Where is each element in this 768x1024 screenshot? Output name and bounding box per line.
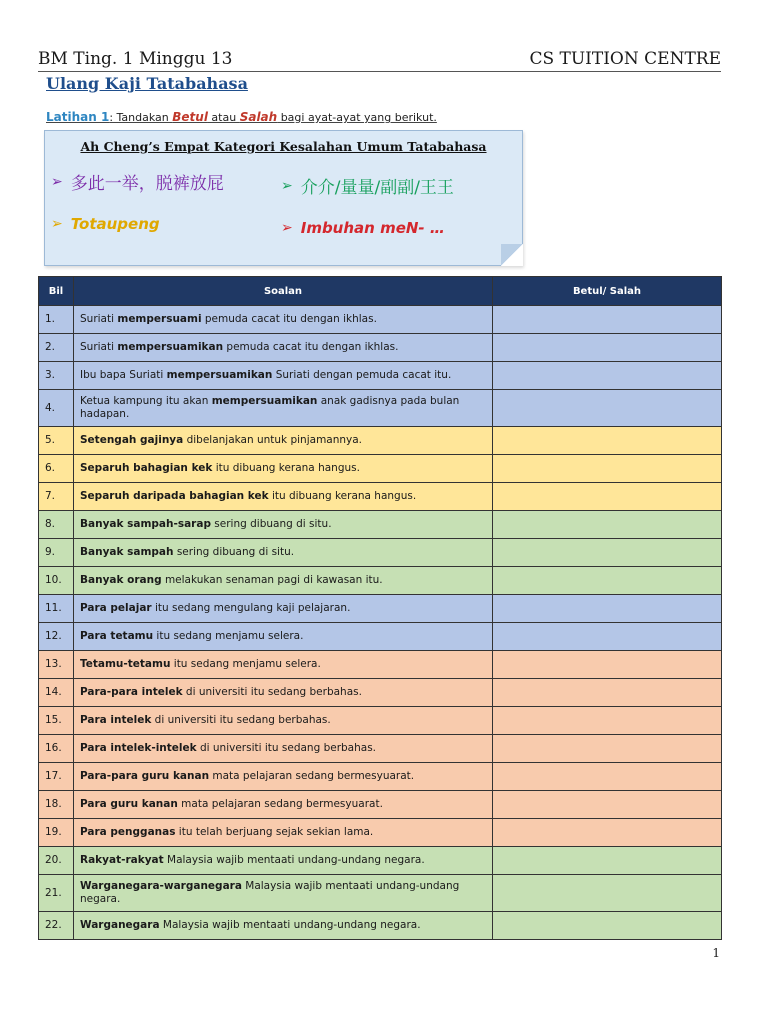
question-cell [74,875,493,912]
table-row [39,511,722,539]
table-row [39,390,722,427]
question-post: Malaysia wajib mentaati undang-undang negara. [163,854,425,866]
row-number: 2. [39,334,74,362]
row-number: 22. [39,912,74,940]
row-number: 4. [39,390,74,427]
question-cell [74,362,493,390]
arrowhead-icon: ➢ [51,173,63,190]
question-bold: Warganegara-warganegara [80,880,242,892]
question-cell [74,306,493,334]
question-cell [74,912,493,940]
question-cell [74,651,493,679]
table-row [39,819,722,847]
question-post: itu sedang menjamu selera. [153,630,304,642]
instruction-text-1: : Tandakan [109,111,173,124]
question-cell [74,455,493,483]
row-number: 20. [39,847,74,875]
answer-cell[interactable] [493,847,722,875]
answer-cell[interactable] [493,623,722,651]
answer-cell[interactable] [493,791,722,819]
table-row [39,735,722,763]
category-2 [281,173,454,198]
question-bold: Warganegara [80,919,160,931]
instruction-text-2: atau [207,111,240,124]
table-row [39,679,722,707]
table-row [39,875,722,912]
table-row [39,651,722,679]
question-post: di universiti itu sedang berbahas. [151,714,331,726]
row-number: 17. [39,763,74,791]
table-row [39,455,722,483]
category-3 [51,215,160,233]
question-bold: Para intelek [80,714,152,726]
answer-cell[interactable] [493,595,722,623]
header-betul-salah: Betul/ Salah [493,277,722,306]
question-bold: mempersuamikan [211,395,318,407]
table-row [39,483,722,511]
page-header [38,46,721,72]
table-row [39,912,722,940]
question-pre: Ibu bapa Suriati [80,369,167,381]
question-pre: Ketua kampung itu akan [80,395,212,407]
page-number: 1 [712,946,720,960]
row-number: 19. [39,819,74,847]
question-cell [74,763,493,791]
question-bold: Banyak orang [80,574,162,586]
question-post: Malaysia wajib mentaati undang-undang negara. [80,880,460,905]
row-number: 10. [39,567,74,595]
question-bold: Banyak sampah-sarap [80,518,211,530]
answer-cell[interactable] [493,362,722,390]
row-number: 3. [39,362,74,390]
question-cell [74,791,493,819]
category-2-text: 介介/量量/副副/王王 [300,178,454,198]
arrowhead-icon: ➢ [51,216,63,232]
question-post: Malaysia wajib mentaati undang-undang negara. [159,919,421,931]
table-row [39,334,722,362]
question-post: mata pelajaran sedang bermesyuarat. [209,770,415,782]
question-cell [74,427,493,455]
arrowhead-icon: ➢ [281,177,293,194]
question-post: Suriati dengan pemuda cacat itu. [272,369,452,381]
question-bold: Para tetamu [80,630,154,642]
answer-cell[interactable] [493,679,722,707]
question-post: sering dibuang di situ. [210,518,332,530]
question-post: di universiti itu sedang berbahas. [182,686,362,698]
row-number: 7. [39,483,74,511]
question-pre: Suriati [80,341,118,353]
answer-cell[interactable] [493,763,722,791]
question-bold: Para pengganas [80,826,176,838]
question-bold: Para guru kanan [80,798,178,810]
question-post: itu sedang menjamu selera. [170,658,321,670]
category-4 [281,219,445,237]
category-1 [51,169,224,194]
question-bold: Tetamu-tetamu [80,658,171,670]
table-row [39,539,722,567]
header-right: CS TUITION CENTRE [529,49,721,69]
answer-cell[interactable] [493,455,722,483]
question-cell [74,511,493,539]
answer-cell[interactable] [493,735,722,763]
row-number: 21. [39,875,74,912]
question-cell [74,539,493,567]
answer-cell[interactable] [493,511,722,539]
question-post: pemuda cacat itu dengan ikhlas. [223,341,399,353]
question-bold: Separuh daripada bahagian kek [80,490,269,502]
question-bold: Rakyat-rakyat [80,854,164,866]
row-number: 13. [39,651,74,679]
question-post: pemuda cacat itu dengan ikhlas. [201,313,377,325]
answer-cell[interactable] [493,707,722,735]
question-cell [74,483,493,511]
row-number: 12. [39,623,74,651]
page-curl-decoration [501,244,523,266]
latihan-label: Latihan 1 [46,110,110,124]
question-bold: Banyak sampah [80,546,174,558]
answer-cell[interactable] [493,819,722,847]
table-row [39,847,722,875]
question-bold: Setengah gajinya [80,434,184,446]
header-soalan: Soalan [74,277,493,306]
answer-cell[interactable] [493,390,722,427]
question-post: sering dibuang di situ. [173,546,295,558]
question-cell [74,735,493,763]
category-3-text: Totaupeng [70,215,160,233]
salah-word: Salah [239,110,278,124]
row-number: 15. [39,707,74,735]
row-number: 9. [39,539,74,567]
question-bold: mempersuamikan [117,341,224,353]
question-post: anak gadisnya pada bulan hadapan. [80,395,460,420]
row-number: 18. [39,791,74,819]
question-post: itu dibuang kerana hangus. [268,490,417,502]
table-row [39,362,722,390]
row-number: 16. [39,735,74,763]
question-cell [74,595,493,623]
question-cell [74,623,493,651]
answer-cell[interactable] [493,427,722,455]
answer-cell[interactable] [493,539,722,567]
row-number: 8. [39,511,74,539]
table-row [39,623,722,651]
question-pre: Suriati [80,313,118,325]
section-title: Ulang Kaji Tatabahasa [46,74,248,93]
row-number: 14. [39,679,74,707]
note-title: Ah Cheng’s Empat Kategori Kesalahan Umum Tatabahasa [80,139,487,154]
question-cell [74,390,493,427]
question-post: itu telah berjuang sejak sekian lama. [175,826,374,838]
table-row [39,567,722,595]
question-cell [74,819,493,847]
answer-cell[interactable] [493,483,722,511]
betul-word: Betul [172,110,208,124]
question-cell [74,679,493,707]
answer-cell[interactable] [493,912,722,940]
category-note [44,130,523,266]
question-bold: Para-para guru kanan [80,770,210,782]
answer-cell[interactable] [493,306,722,334]
question-post: itu dibuang kerana hangus. [212,462,360,474]
question-post: di universiti itu sedang berbahas. [196,742,377,754]
question-cell [74,847,493,875]
arrowhead-icon: ➢ [281,220,293,236]
question-cell [74,707,493,735]
row-number: 6. [39,455,74,483]
instruction [46,110,437,124]
header-bil: Bil [39,277,74,306]
table-row [39,707,722,735]
question-post: melakukan senaman pagi di kawasan itu. [161,574,383,586]
table-row [39,595,722,623]
answer-cell[interactable] [493,651,722,679]
question-bold: Para pelajar [80,602,152,614]
question-bold: mempersuamikan [166,369,273,381]
question-bold: Para intelek-intelek [80,742,197,754]
question-post: mata pelajaran sedang bermesyuarat. [177,798,383,810]
row-number: 5. [39,427,74,455]
instruction-text-3: bagi ayat-ayat yang berikut. [277,111,437,124]
question-post: itu sedang mengulang kaji pelajaran. [151,602,351,614]
table-row [39,763,722,791]
answer-cell[interactable] [493,567,722,595]
category-1-text: 多此一举，脱裤放屁 [70,174,224,194]
row-number: 11. [39,595,74,623]
table-row [39,306,722,334]
table-header-row [39,277,722,306]
answer-cell[interactable] [493,875,722,912]
table-row [39,427,722,455]
header-left: BM Ting. 1 Minggu 13 [38,49,233,69]
category-4-text: Imbuhan meN- … [300,219,445,237]
row-number: 1. [39,306,74,334]
answer-cell[interactable] [493,334,722,362]
question-bold: mempersuami [117,313,202,325]
exercise-table [38,276,722,940]
question-post: dibelanjakan untuk pinjamannya. [183,434,363,446]
table-row [39,791,722,819]
question-cell [74,567,493,595]
question-bold: Separuh bahagian kek [80,462,213,474]
question-cell [74,334,493,362]
question-bold: Para-para intelek [80,686,183,698]
